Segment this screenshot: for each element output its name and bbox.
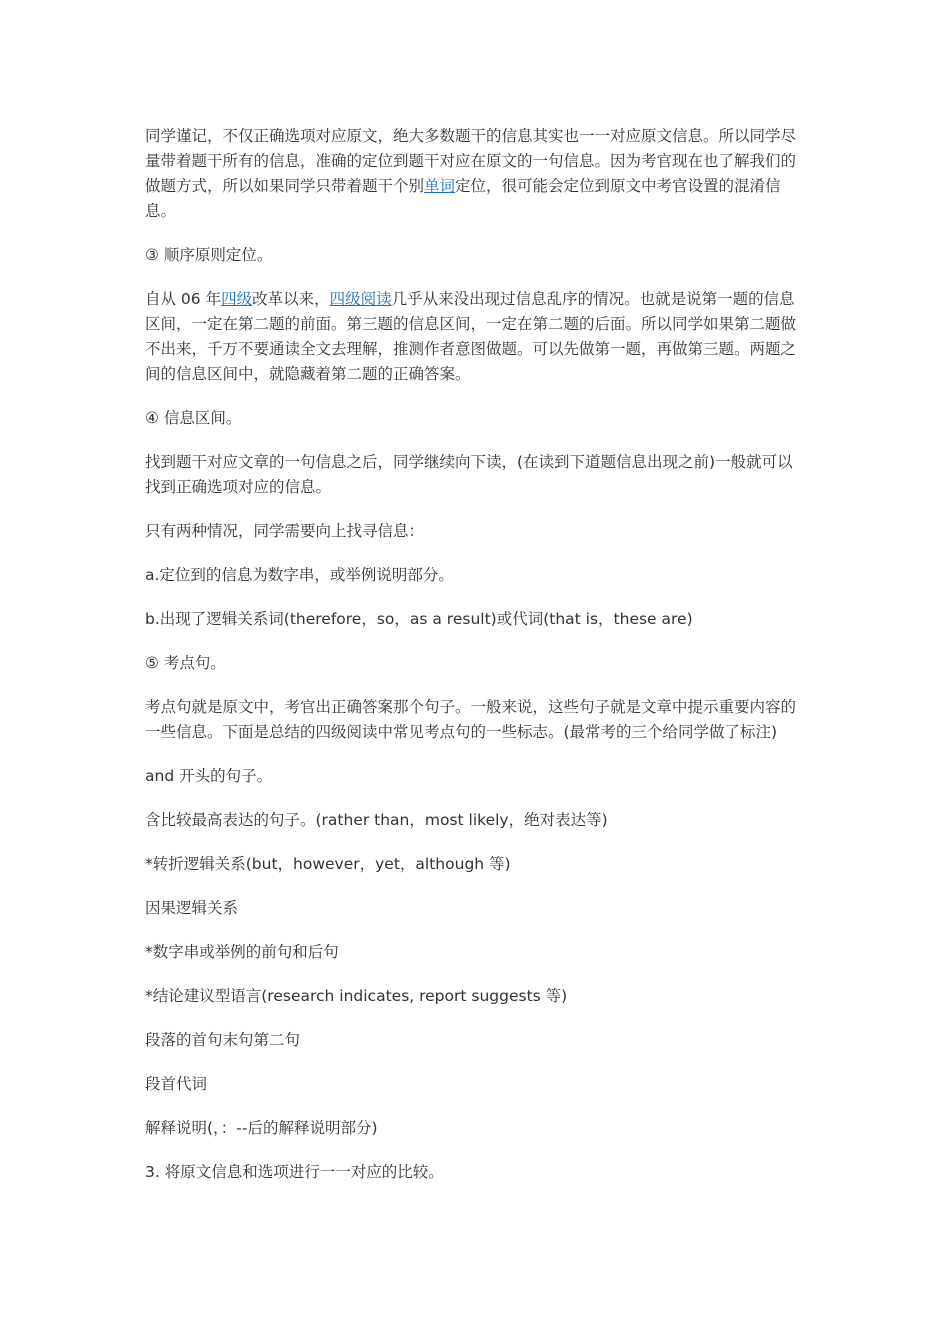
paragraph-text: 同学谨记，不仅正确选项对应原文，绝大多数题干的信息其实也一一对应原文信息。所以同学尽量带着题干所有的信息，准确的定位到题干对应在原文的一句信息。因为考官现在也了解我们的做题方式，所以如果同学只带着题干个别 [145, 127, 797, 195]
heading-order-principle: ③ 顺序原则定位。 [145, 246, 273, 264]
paragraph-text: 自从 06 年 [145, 290, 222, 308]
list-item: 含比较最高表达的句子。(rather than，most likely，绝对表达等) [145, 811, 608, 829]
paragraph-text: 改革以来， [252, 290, 330, 308]
list-item: *数字串或举例的前句和后句 [145, 943, 339, 961]
step-three: 3. 将原文信息和选项进行一一对应的比较。 [145, 1163, 444, 1181]
document-body [145, 124, 807, 1204]
list-item: and 开头的句子。 [145, 767, 273, 785]
heading-key-sentence: ⑤ 考点句。 [145, 654, 226, 672]
list-item: 解释说明(，：--后的解释说明部分) [145, 1119, 378, 1137]
case-b: b.出现了逻辑关系词(therefore，so，as a result)或代词(that is，these are) [145, 610, 693, 628]
heading-info-range: ④ 信息区间。 [145, 409, 242, 427]
list-item: 段首代词 [145, 1075, 208, 1093]
case-a: a.定位到的信息为数字串，或举例说明部分。 [145, 566, 454, 584]
paragraph-order-principle [145, 287, 807, 387]
paragraph-locate-full-info [145, 124, 807, 224]
paragraph-two-cases: 只有两种情况，同学需要向上找寻信息： [145, 522, 425, 540]
paragraph-text: 几乎从来没出现过信息乱序的情况。也就是说第一题的信息区间，一定在第二题的前面。第三题的信息区间，一定在第二题的后面。所以同学如果第二题做不出来，千万不要通读全文去理解，推测作者意图做题。可以先做第一题，再做第三题。两题之间的信息区间中，就隐藏着第二题的正确答案。 [145, 290, 797, 383]
list-item: *转折逻辑关系(but，however，yet，although 等) [145, 855, 511, 873]
paragraph-info-range: 找到题干对应文章的一句信息之后，同学继续向下读，(在读到下道题信息出现之前)一般就可以找到正确选项对应的信息。 [145, 453, 793, 496]
list-item: 因果逻辑关系 [145, 899, 239, 917]
link-cet4[interactable]: 四级 [221, 290, 253, 308]
list-item: *结论建议型语言(research indicates, report suggests 等) [145, 987, 568, 1005]
list-item: 段落的首句末句第二句 [145, 1031, 301, 1049]
link-word[interactable]: 单词 [424, 177, 456, 195]
paragraph-key-sentence: 考点句就是原文中，考官出正确答案那个句子。一般来说，这些句子就是文章中提示重要内容的一些信息。下面是总结的四级阅读中常见考点句的一些标志。(最常考的三个给同学做了标注) [145, 698, 797, 741]
paragraph-text: 定位，很可能会定位到原文中考官设置的混淆信息。 [145, 177, 781, 220]
link-cet4-reading[interactable]: 四级阅读 [329, 290, 392, 308]
